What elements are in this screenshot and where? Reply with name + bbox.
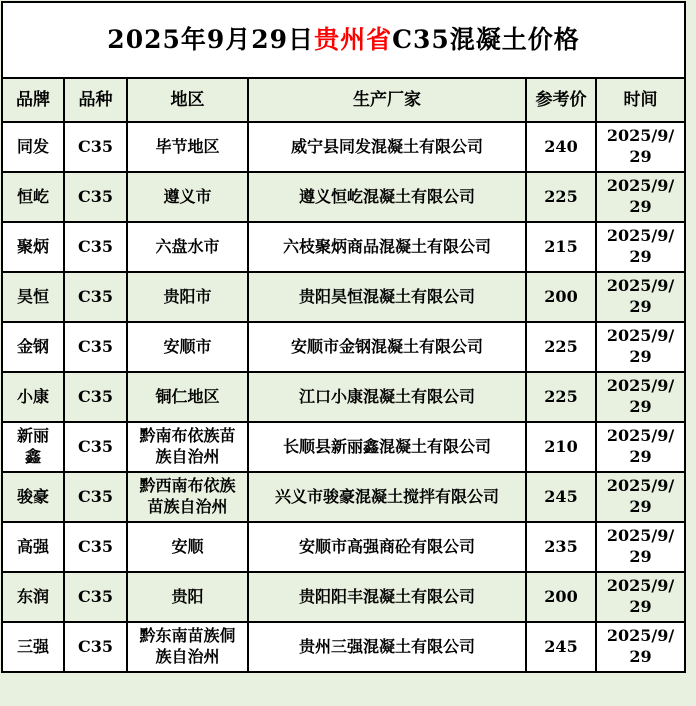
price-cell: 245	[526, 622, 596, 672]
manufacturer-cell: 威宁县同发混凝土有限公司	[248, 122, 526, 172]
column-header-row	[2, 78, 685, 122]
brand-cell: 高强	[2, 522, 64, 572]
grade-cell: C35	[64, 522, 127, 572]
date-cell: 2025/9/29	[596, 422, 685, 472]
grade-cell: C35	[64, 322, 127, 372]
brand-cell: 昊恒	[2, 272, 64, 322]
grade-cell: C35	[64, 222, 127, 272]
grade-cell: C35	[64, 172, 127, 222]
brand-cell: 聚炳	[2, 222, 64, 272]
brand-cell: 小康	[2, 372, 64, 422]
manufacturer-cell: 安顺市金钢混凝土有限公司	[248, 322, 526, 372]
manufacturer-cell: 长顺县新丽鑫混凝土有限公司	[248, 422, 526, 472]
price-cell: 200	[526, 272, 596, 322]
manufacturer-cell: 六枝聚炳商品混凝土有限公司	[248, 222, 526, 272]
grade-cell: C35	[64, 272, 127, 322]
header-region: 地区	[127, 78, 248, 122]
region-cell: 安顺	[127, 522, 248, 572]
region-cell: 铜仁地区	[127, 372, 248, 422]
title-row	[2, 2, 685, 78]
brand-cell: 新丽鑫	[2, 422, 64, 472]
grade-cell: C35	[64, 572, 127, 622]
date-cell: 2025/9/29	[596, 172, 685, 222]
manufacturer-cell: 贵阳昊恒混凝土有限公司	[248, 272, 526, 322]
region-cell: 贵阳	[127, 572, 248, 622]
brand-cell: 同发	[2, 122, 64, 172]
region-cell: 黔南布依族苗族自治州	[127, 422, 248, 472]
date-cell: 2025/9/29	[596, 222, 685, 272]
grade-cell: C35	[64, 422, 127, 472]
manufacturer-cell: 安顺市高强商砼有限公司	[248, 522, 526, 572]
table-row	[2, 522, 685, 572]
grade-cell: C35	[64, 122, 127, 172]
brand-cell: 骏豪	[2, 472, 64, 522]
brand-cell: 金钢	[2, 322, 64, 372]
price-cell: 225	[526, 322, 596, 372]
price-cell: 225	[526, 172, 596, 222]
table-row	[2, 122, 685, 172]
price-cell: 215	[526, 222, 596, 272]
date-cell: 2025/9/29	[596, 122, 685, 172]
date-cell: 2025/9/29	[596, 622, 685, 672]
header-manufacturer: 生产厂家	[248, 78, 526, 122]
price-sheet	[1, 1, 686, 673]
header-price: 参考价	[526, 78, 596, 122]
brand-cell: 东润	[2, 572, 64, 622]
table-row	[2, 472, 685, 522]
brand-cell: 三强	[2, 622, 64, 672]
table-row	[2, 322, 685, 372]
header-grade: 品种	[64, 78, 127, 122]
manufacturer-cell: 兴义市骏豪混凝土搅拌有限公司	[248, 472, 526, 522]
grade-cell: C35	[64, 372, 127, 422]
manufacturer-cell: 江口小康混凝土有限公司	[248, 372, 526, 422]
header-date: 时间	[596, 78, 685, 122]
table-row	[2, 622, 685, 672]
price-cell: 210	[526, 422, 596, 472]
date-cell: 2025/9/29	[596, 372, 685, 422]
region-cell: 贵阳市	[127, 272, 248, 322]
table-row	[2, 372, 685, 422]
region-cell: 黔西南布依族苗族自治州	[127, 472, 248, 522]
table-row	[2, 172, 685, 222]
date-cell: 2025/9/29	[596, 472, 685, 522]
region-cell: 六盘水市	[127, 222, 248, 272]
manufacturer-cell: 贵阳阳丰混凝土有限公司	[248, 572, 526, 622]
price-cell: 235	[526, 522, 596, 572]
page-title	[2, 2, 685, 78]
price-cell: 200	[526, 572, 596, 622]
date-cell: 2025/9/29	[596, 572, 685, 622]
price-cell: 225	[526, 372, 596, 422]
brand-cell: 恒屹	[2, 172, 64, 222]
date-cell: 2025/9/29	[596, 522, 685, 572]
table-row	[2, 572, 685, 622]
header-brand: 品牌	[2, 78, 64, 122]
table-row	[2, 422, 685, 472]
region-cell: 遵义市	[127, 172, 248, 222]
manufacturer-cell: 遵义恒屹混凝土有限公司	[248, 172, 526, 222]
date-cell: 2025/9/29	[596, 272, 685, 322]
manufacturer-cell: 贵州三强混凝土有限公司	[248, 622, 526, 672]
date-cell: 2025/9/29	[596, 322, 685, 372]
title-date: 2025年9月29日	[107, 24, 315, 54]
region-cell: 安顺市	[127, 322, 248, 372]
region-cell: 毕节地区	[127, 122, 248, 172]
price-table	[1, 1, 686, 673]
table-row	[2, 222, 685, 272]
title-suffix: C35混凝土价格	[392, 24, 580, 54]
grade-cell: C35	[64, 472, 127, 522]
table-row	[2, 272, 685, 322]
price-cell: 245	[526, 472, 596, 522]
price-cell: 240	[526, 122, 596, 172]
title-region-highlight: 贵州省	[314, 24, 393, 54]
grade-cell: C35	[64, 622, 127, 672]
region-cell: 黔东南苗族侗族自治州	[127, 622, 248, 672]
